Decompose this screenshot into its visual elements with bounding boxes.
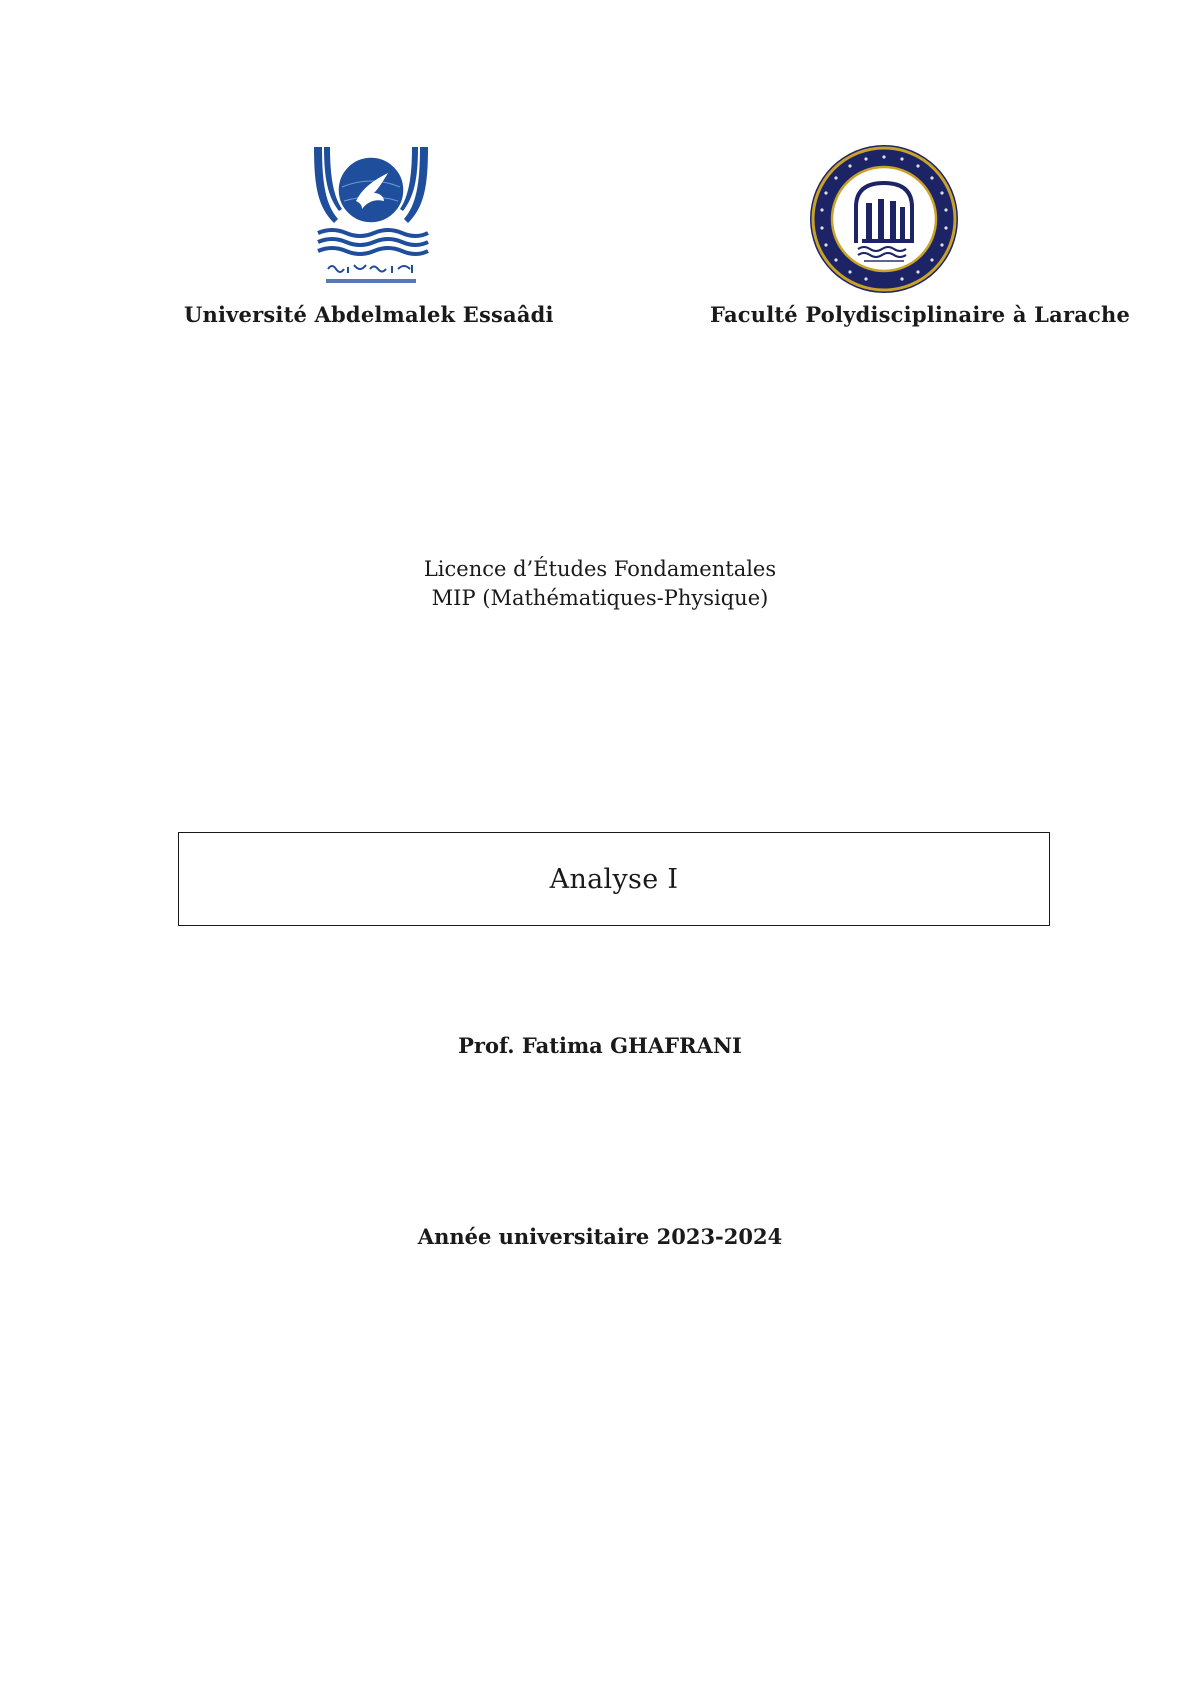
academic-year: Année universitaire 2023-2024 [417, 1224, 783, 1249]
author-name: Prof. Fatima GHAFRANI [458, 1033, 742, 1058]
program-name: MIP (Mathématiques-Physique) [431, 586, 769, 610]
degree-name: Licence d’Études Fondamentales [423, 557, 777, 581]
university-logo-icon [312, 145, 430, 290]
course-title: Analyse I [549, 863, 679, 895]
university-name: Université Abdelmalek Essaâdi [184, 302, 554, 327]
course-title-box [178, 832, 1050, 926]
faculty-seal-icon [808, 143, 960, 295]
faculty-name: Faculté Polydisciplinaire à Larache [710, 302, 1131, 327]
